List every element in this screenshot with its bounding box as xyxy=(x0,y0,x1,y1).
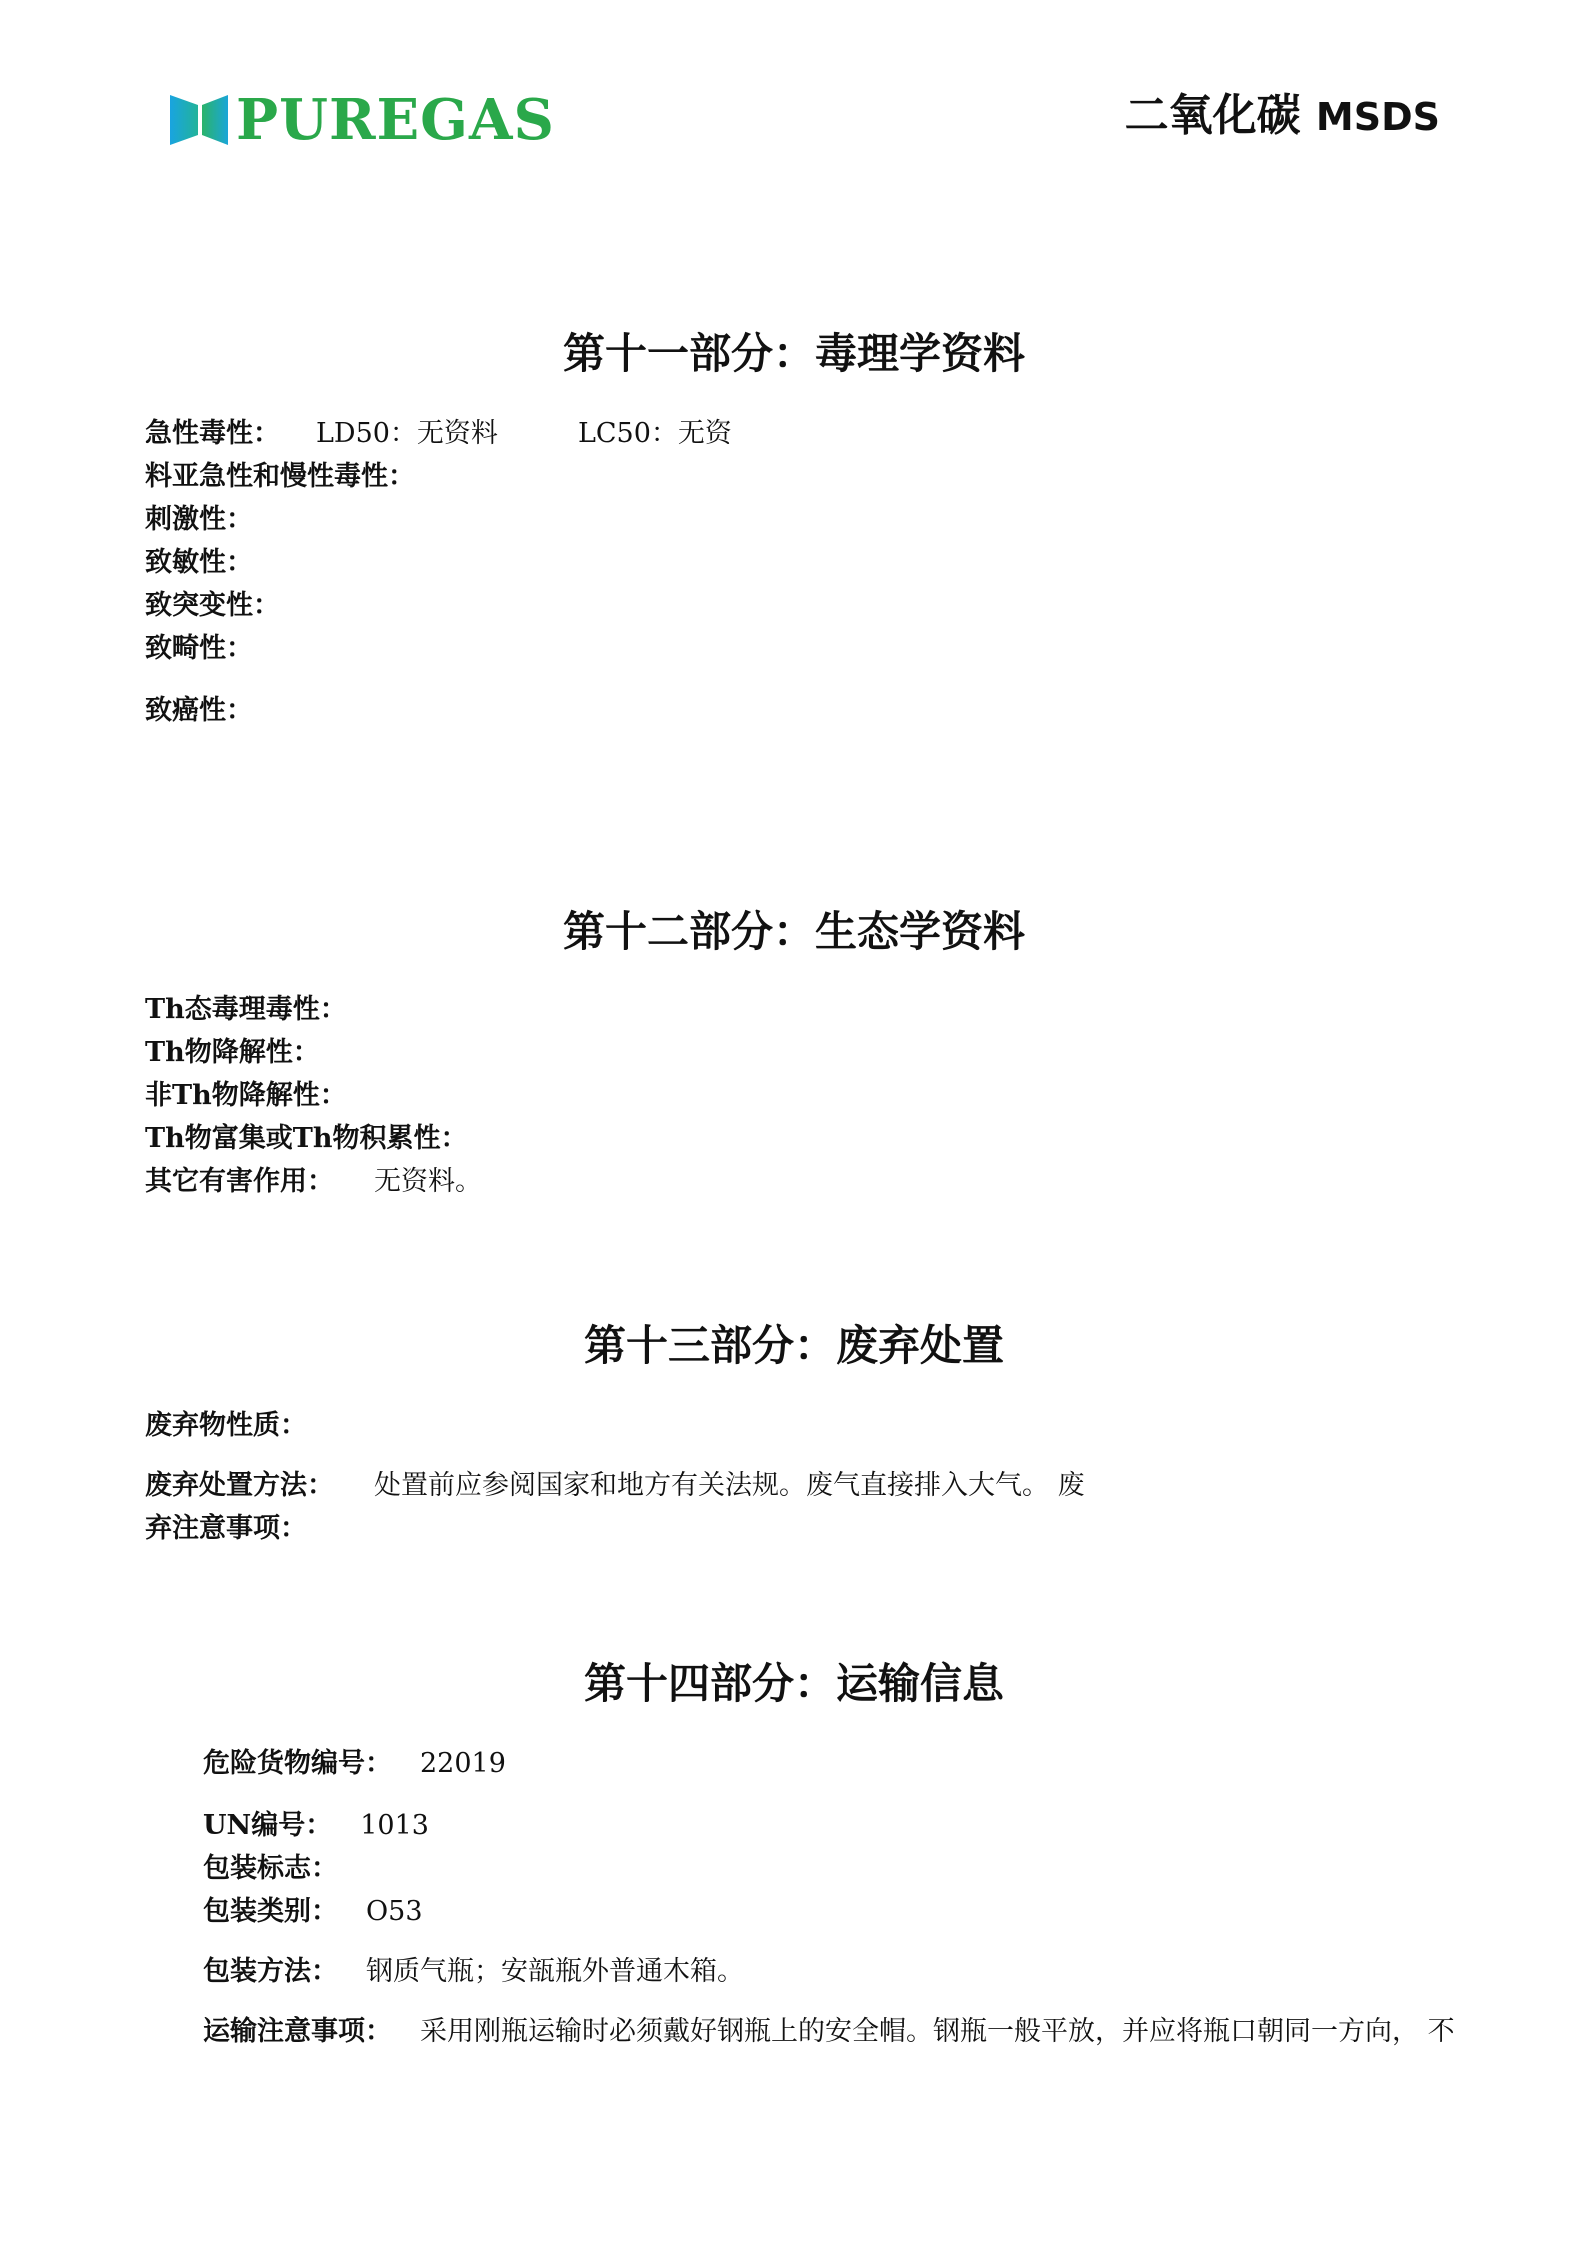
un-number-label: UN编号： xyxy=(203,1810,333,1841)
acute-toxicity-row xyxy=(145,416,732,452)
disposal-method-label: 废弃处置方法： xyxy=(145,1470,334,1501)
transport-notes-label: 运输注意事项： xyxy=(203,2016,392,2047)
un-number-row xyxy=(203,1808,429,1844)
package-class-row xyxy=(203,1894,423,1930)
transport-notes-row xyxy=(203,2014,1455,2050)
biodegradability-label: Th物降解性： xyxy=(145,1037,320,1068)
package-mark-label: 包装标志： xyxy=(203,1853,338,1884)
document-title-latin: MSDS xyxy=(1315,95,1440,139)
sensitization-label: 致敏性： xyxy=(145,547,253,578)
package-method-row xyxy=(203,1954,744,1990)
package-class-value: O53 xyxy=(366,1896,423,1927)
dg-number-label: 危险货物编号： xyxy=(203,1748,392,1779)
disposal-notes-label: 弃注意事项： xyxy=(145,1513,307,1544)
document-title xyxy=(1125,86,1440,147)
package-method-value: 钢质气瓶；安瓿瓶外普通木箱。 xyxy=(366,1956,744,1987)
other-effects-label: 其它有害作用： xyxy=(145,1166,334,1197)
eco-toxicity-label: Th态毒理毒性： xyxy=(145,994,347,1025)
section-11-heading: 第十一部分：毒理学资料 xyxy=(562,329,1025,378)
puregas-logo xyxy=(168,87,555,153)
mutagenicity-label: 致突变性： xyxy=(145,590,280,621)
section-13-heading: 第十三部分：废弃处置 xyxy=(583,1321,1004,1370)
lc50-value: LC50：无资 xyxy=(577,418,732,449)
dg-number-value: 22019 xyxy=(420,1748,506,1779)
teratogenicity-label: 致畸性： xyxy=(145,633,253,664)
ld50-value: LD50：无资料 xyxy=(316,418,498,449)
other-effects-value: 无资料。 xyxy=(374,1166,482,1197)
other-effects-row xyxy=(145,1164,482,1200)
subacute-toxicity-label: 料亚急性和慢性毒性： xyxy=(145,461,415,492)
bioaccumulation-label: Th物富集或Th物积累性： xyxy=(145,1123,468,1154)
acute-toxicity-label: 急性毒性： xyxy=(145,418,280,449)
package-method-label: 包装方法： xyxy=(203,1956,338,1987)
section-12-heading: 第十二部分：生态学资料 xyxy=(562,907,1025,956)
dg-number-row xyxy=(203,1746,506,1782)
disposal-method-row xyxy=(145,1468,1085,1504)
transport-notes-value: 采用刚瓶运输时必须戴好钢瓶上的安全帽。钢瓶一般平放，并应将瓶口朝同一方向， 不 xyxy=(420,2016,1455,2047)
un-number-value: 1013 xyxy=(360,1810,429,1841)
irritation-label: 刺激性： xyxy=(145,504,253,535)
package-class-label: 包装类别： xyxy=(203,1896,338,1927)
waste-nature-label: 废弃物性质： xyxy=(145,1410,307,1441)
logo-text: PUREGAS xyxy=(236,87,555,153)
disposal-method-value: 处置前应参阅国家和地方有关法规。废气直接排入大气。 废 xyxy=(374,1470,1085,1501)
document-title-cn: 二氧化碳 xyxy=(1124,90,1301,141)
logo-mark-icon xyxy=(168,91,230,149)
non-biodegradability-label: 非Th物降解性： xyxy=(145,1080,347,1111)
section-14-heading: 第十四部分：运输信息 xyxy=(583,1659,1004,1708)
carcinogenicity-label: 致癌性： xyxy=(145,695,253,726)
